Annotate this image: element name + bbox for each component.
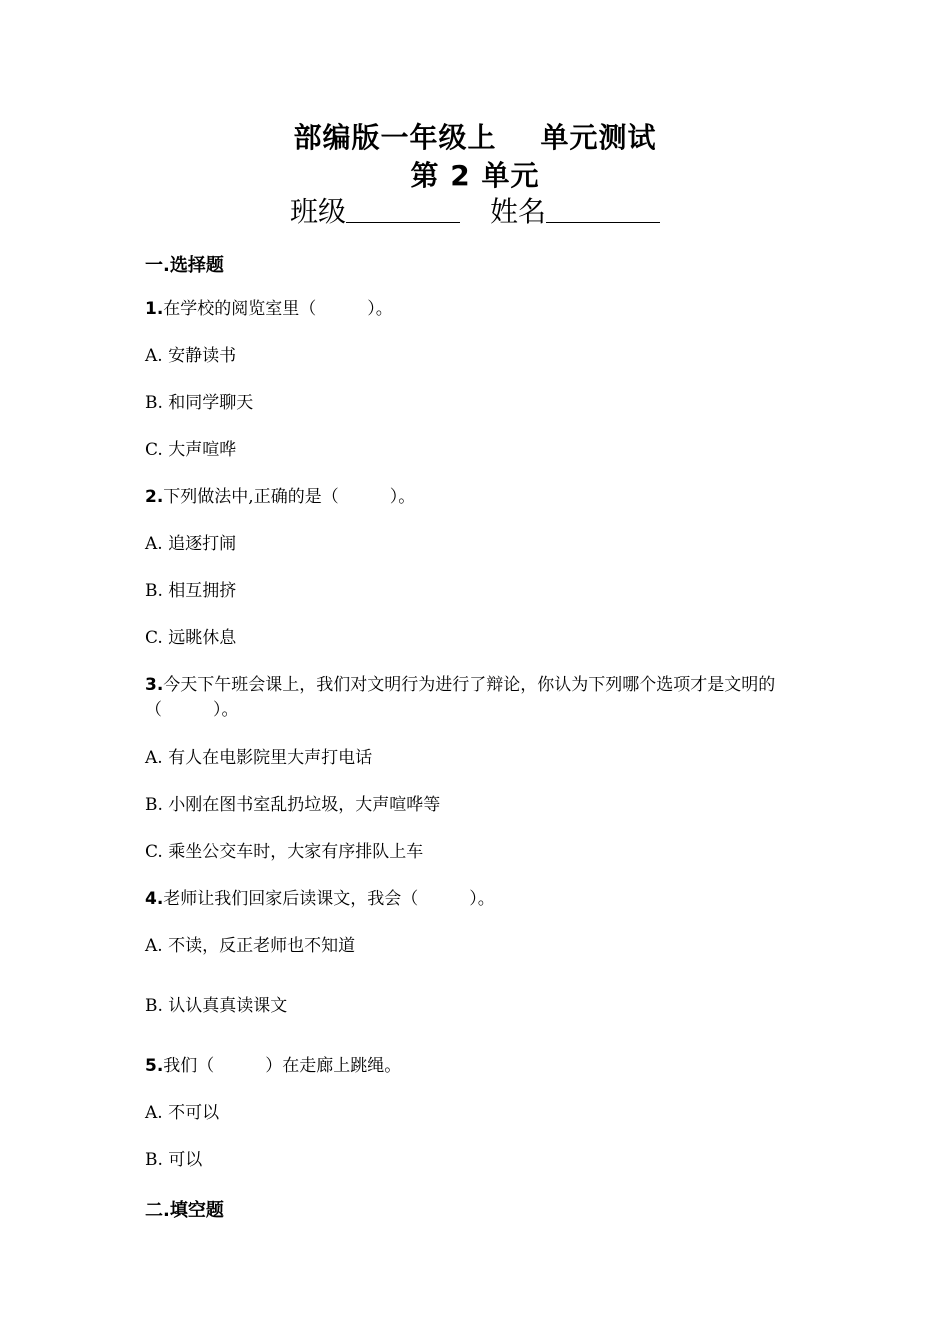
option-5a: A. 不可以 (145, 1103, 220, 1123)
name-blank[interactable] (546, 194, 660, 223)
question-5 (145, 1054, 810, 1079)
question-4 (145, 887, 810, 912)
question-3 (145, 673, 810, 723)
question-number: 1. (145, 299, 164, 319)
option-4b: B. 认认真真读课文 (145, 996, 288, 1016)
option-4a: A. 不读，反正老师也不知道 (145, 936, 356, 956)
question-number: 2. (145, 487, 164, 507)
option-1a: A. 安静读书 (145, 346, 237, 366)
option-1c: C. 大声喧哗 (145, 440, 237, 460)
section-heading-fill: 二.填空题 (145, 1200, 224, 1221)
option-2a: A. 追逐打闹 (145, 534, 237, 554)
question-text: 今天下午班会课上，我们对文明行为进行了辩论，你认为下列哪个选项才是文明的（ ）。 (145, 675, 776, 720)
name-label: 姓名 (490, 195, 547, 228)
option-3b: B. 小刚在图书室乱扔垃圾，大声喧哗等 (145, 795, 441, 815)
title-test: 单元测试 (540, 121, 657, 154)
question-2 (145, 485, 810, 510)
option-5b: B. 可以 (145, 1150, 203, 1170)
option-2c: C. 远眺休息 (145, 628, 237, 648)
question-number: 3. (145, 675, 164, 695)
question-number: 4. (145, 889, 164, 909)
question-text: 在学校的阅览室里（ ）。 (163, 299, 393, 319)
question-1 (145, 297, 810, 322)
class-label: 班级 (289, 195, 346, 228)
unit-title: 第 2 单元 (410, 159, 540, 192)
student-info-line (0, 190, 950, 230)
option-1b: B. 和同学聊天 (145, 393, 254, 413)
option-3a: A. 有人在电影院里大声打电话 (145, 748, 373, 768)
option-2b: B. 相互拥挤 (145, 581, 237, 601)
question-text: 我们（ ）在走廊上跳绳。 (163, 1056, 402, 1076)
worksheet-title (0, 116, 950, 156)
question-text: 老师让我们回家后读课文，我会（ ）。 (163, 889, 495, 909)
section-heading-choice: 一.选择题 (145, 255, 224, 276)
question-text: 下列做法中,正确的是（ ）。 (163, 487, 416, 507)
class-blank[interactable] (346, 194, 460, 223)
title-grade: 部编版一年级上 (293, 121, 497, 154)
option-3c: C. 乘坐公交车时，大家有序排队上车 (145, 842, 424, 862)
question-number: 5. (145, 1056, 164, 1076)
